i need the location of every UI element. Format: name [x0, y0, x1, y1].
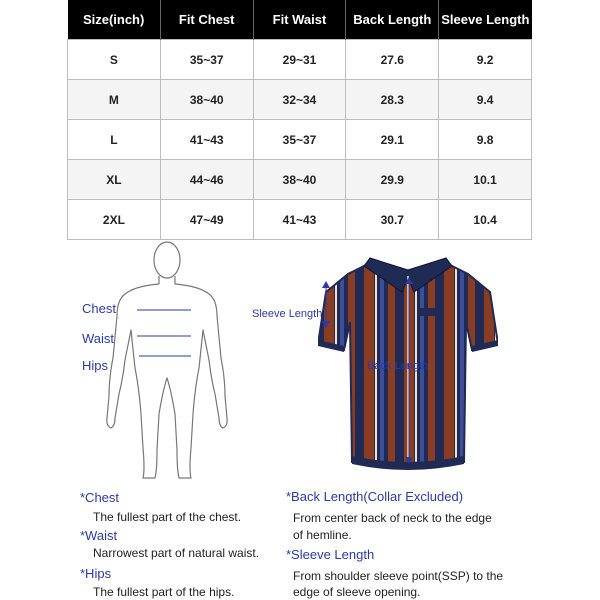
- sleeve-length-arrow: [318, 280, 338, 330]
- chest-note-title: *Chest: [80, 490, 120, 505]
- table-row: [68, 40, 532, 80]
- waist-note-desc: Narrowest part of natural waist.: [93, 546, 260, 560]
- sleeve-length-note-desc-1: From shoulder sleeve point(SSP) to the: [293, 569, 504, 583]
- size-chart-table: [67, 0, 532, 240]
- cell-sleeve: 9.8: [439, 120, 532, 160]
- table-row: [68, 120, 532, 160]
- cell-chest: 44~46: [160, 160, 253, 200]
- cell-chest: 47~49: [160, 200, 253, 240]
- cell-chest: 38~40: [160, 80, 253, 120]
- cell-back: 28.3: [346, 80, 439, 120]
- hips-label: Hips: [82, 358, 109, 373]
- table-row: [68, 200, 532, 240]
- cell-sleeve: 10.1: [439, 160, 532, 200]
- chest-label: Chest: [82, 301, 116, 316]
- back-length-label: Back Length: [367, 360, 429, 372]
- body-outline-figure: [95, 238, 245, 483]
- header-back-length: Back Length: [346, 0, 439, 40]
- cell-back: 30.7: [346, 200, 439, 240]
- cell-size: L: [68, 120, 161, 160]
- sleeve-length-note-desc-2: edge of sleeve opening.: [293, 585, 421, 599]
- cell-back: 29.1: [346, 120, 439, 160]
- back-length-note-title: *Back Length(Collar Excluded): [286, 489, 464, 504]
- header-size: Size(inch): [68, 0, 161, 40]
- cell-chest: 35~37: [160, 40, 253, 80]
- back-length-note-desc-1: From center back of neck to the edge: [293, 511, 492, 525]
- cell-back: 27.6: [346, 40, 439, 80]
- cell-size: M: [68, 80, 161, 120]
- header-fit-waist: Fit Waist: [253, 0, 346, 40]
- table-header-row: [68, 0, 532, 40]
- cell-back: 29.9: [346, 160, 439, 200]
- cell-size: S: [68, 40, 161, 80]
- waist-note-title: *Waist: [80, 528, 118, 543]
- header-fit-chest: Fit Chest: [160, 0, 253, 40]
- cell-size: 2XL: [68, 200, 161, 240]
- sleeve-length-note-title: *Sleeve Length: [286, 547, 375, 562]
- cell-waist: 35~37: [253, 120, 346, 160]
- cell-waist: 41~43: [253, 200, 346, 240]
- cell-waist: 38~40: [253, 160, 346, 200]
- hips-note-desc: The fullest part of the hips.: [93, 585, 235, 599]
- waist-label: Waist: [82, 331, 115, 346]
- cell-waist: 32~34: [253, 80, 346, 120]
- cell-size: XL: [68, 160, 161, 200]
- cell-waist: 29~31: [253, 40, 346, 80]
- chest-note-desc: The fullest part of the chest.: [93, 510, 242, 524]
- sleeve-length-label: Sleeve Length: [252, 308, 323, 320]
- header-sleeve-length: Sleeve Length: [439, 0, 532, 40]
- cell-chest: 41~43: [160, 120, 253, 160]
- hips-note-title: *Hips: [80, 566, 112, 581]
- table-row: [68, 80, 532, 120]
- back-length-note-desc-2: of hemline.: [293, 528, 352, 542]
- cell-sleeve: 9.4: [439, 80, 532, 120]
- cell-sleeve: 9.2: [439, 40, 532, 80]
- table-row: [68, 160, 532, 200]
- cell-sleeve: 10.4: [439, 200, 532, 240]
